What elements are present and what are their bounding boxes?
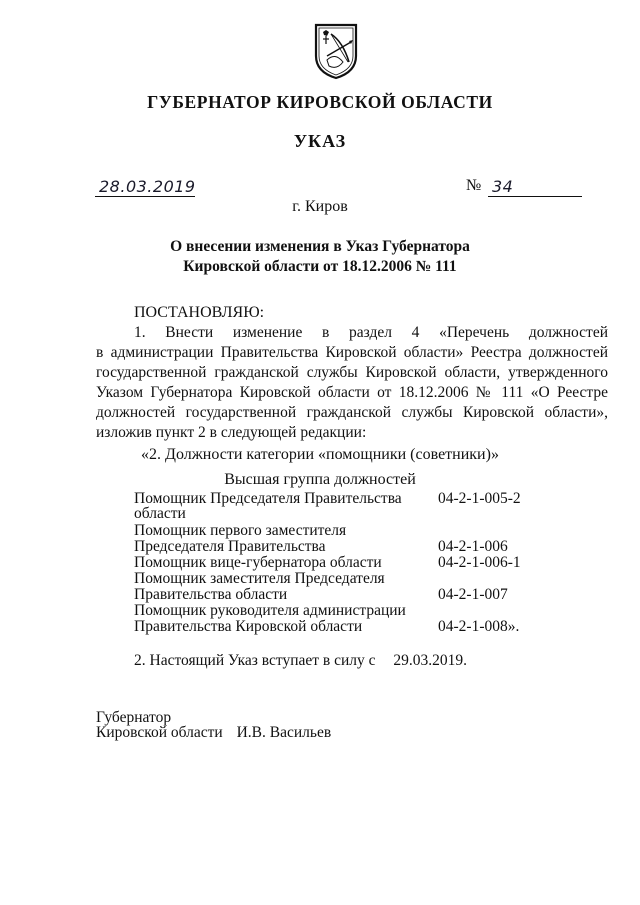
position-name: Правительства области	[134, 586, 288, 603]
signature-title-line-1: Губернатор	[96, 709, 172, 726]
position-name: области	[134, 505, 186, 522]
city: г. Киров	[292, 198, 348, 215]
kirov-coat-of-arms-icon	[313, 22, 359, 80]
group-heading: Высшая группа должностей	[224, 471, 416, 488]
position-code: 04-2-1-007	[438, 586, 508, 603]
date-value: 28.03.2019	[99, 177, 196, 196]
item-1-line: 1. Внести изменение в раздел 4 «Перечень должностей	[134, 324, 608, 341]
position-code: 04-2-1-006-1	[438, 554, 521, 571]
number-label: №	[466, 177, 482, 194]
item-2	[134, 651, 467, 671]
title-line-2: Кировской области от 18.12.2006 № 111	[183, 258, 457, 275]
document-type: УКАЗ	[293, 131, 347, 151]
position-code: 04-2-1-006	[438, 538, 508, 555]
number-field	[488, 178, 582, 197]
authority-title: ГУБЕРНАТОР КИРОВСКОЙ ОБЛАСТИ	[147, 92, 493, 112]
position-code: 04-2-1-008».	[438, 618, 520, 635]
category-heading: «2. Должности категории «помощники (советники)»	[141, 446, 499, 463]
position-name: Помощник руководителя администрации	[134, 602, 406, 619]
decree-word: ПОСТАНОВЛЯЮ:	[134, 304, 265, 321]
number-value: 34	[492, 177, 514, 196]
position-code: 04-2-1-005-2	[438, 490, 521, 507]
title-line-1: О внесении изменения в Указ Губернатора	[170, 238, 470, 255]
signature-block	[96, 723, 331, 743]
position-name: Помощник вице-губернатора области	[134, 554, 382, 571]
item-1-paragraph	[96, 323, 608, 443]
position-name: Председателя Правительства	[134, 538, 326, 555]
signature-title-line-2: Кировской области	[96, 724, 223, 741]
item-1-line: государственной гражданской службы Кировской области, утвержденного	[96, 364, 608, 381]
item-1-line: изложив пункт 2 в следующей редакции:	[96, 424, 367, 441]
position-name: Правительства Кировской области	[134, 618, 363, 635]
position-name: Помощник Председателя Правительства	[134, 490, 402, 507]
signatory-name: И.В. Васильев	[236, 724, 332, 741]
item-1-line: в администрации Правительства Кировской области» Реестра должностей	[96, 344, 608, 361]
position-name: Помощник заместителя Председателя	[134, 570, 385, 587]
document-title	[0, 237, 640, 277]
item-2-date: 29.03.2019.	[393, 652, 468, 669]
item-2-text: 2. Настоящий Указ вступает в силу с	[134, 652, 376, 669]
item-1-line: должностей государственной гражданской службы Кировской области»,	[96, 404, 608, 421]
item-1-line: Указом Губернатора Кировской области от 18.12.2006 № 111 «О Реестре	[96, 384, 608, 401]
date-field	[95, 178, 195, 197]
position-name: Помощник первого заместителя	[134, 522, 347, 539]
